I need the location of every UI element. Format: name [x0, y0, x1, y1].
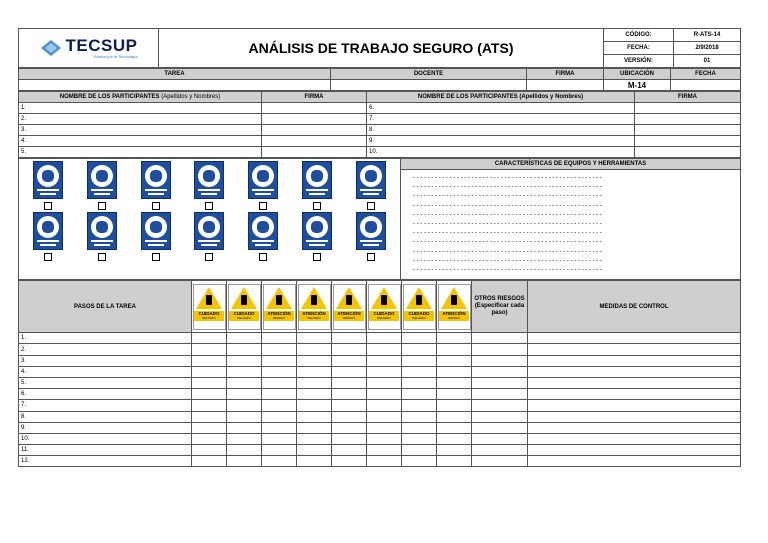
hazard-column-header: [227, 281, 262, 333]
hazard-check-cell[interactable]: [402, 389, 437, 400]
hazard-check-cell[interactable]: [332, 344, 367, 355]
medidas-cell[interactable]: [528, 366, 741, 377]
hazard-warning-icon: CUIDADO PELIGRO: [193, 284, 226, 330]
participant-row[interactable]: 5.: [19, 147, 262, 158]
firma-header: FIRMA: [527, 69, 604, 80]
step-cell[interactable]: 3.: [19, 355, 192, 366]
step-row: [19, 456, 741, 467]
hazard-check-cell[interactable]: [437, 389, 472, 400]
ppe-item: [21, 161, 75, 210]
otros-cell[interactable]: [472, 422, 528, 433]
hazard-check-cell[interactable]: [192, 400, 227, 411]
hard-hat-icon: [33, 161, 63, 199]
step-cell[interactable]: 6.: [19, 389, 192, 400]
hazard-check-cell[interactable]: [192, 433, 227, 444]
hazard-check-cell[interactable]: [227, 433, 262, 444]
ppe-checkbox[interactable]: [98, 253, 106, 261]
ppe-equipment-table: [18, 158, 741, 280]
hazard-check-cell[interactable]: [332, 377, 367, 388]
brand-tagline: Pasión por la Tecnología: [93, 54, 138, 59]
step-row: [19, 445, 741, 456]
ppe-item: [236, 212, 290, 261]
hazard-check-cell[interactable]: [297, 377, 332, 388]
step-row: [19, 389, 741, 400]
otros-cell[interactable]: [472, 344, 528, 355]
hand-wash-icon: [194, 212, 224, 250]
hazard-column-header: [437, 281, 472, 333]
ppe-item: [183, 161, 237, 210]
ppe-checkbox[interactable]: [367, 202, 375, 210]
hazard-check-cell[interactable]: [192, 333, 227, 344]
hazard-check-cell[interactable]: [297, 422, 332, 433]
ppe-checkbox[interactable]: [259, 253, 267, 261]
brand-name: TECSUP: [65, 36, 138, 55]
medidas-cell[interactable]: [528, 456, 741, 467]
hazard-check-cell[interactable]: [367, 411, 402, 422]
ppe-checkbox[interactable]: [205, 253, 213, 261]
otros-cell[interactable]: [472, 377, 528, 388]
tarea-header: TAREA: [19, 69, 331, 80]
hazard-check-cell[interactable]: [227, 411, 262, 422]
hazard-check-cell[interactable]: [297, 456, 332, 467]
participants-left-firma: FIRMA: [262, 92, 367, 103]
hazard-warning-icon: CUIDADO PELIGRO: [403, 284, 436, 330]
participants-right-firma: FIRMA: [635, 92, 741, 103]
medidas-cell[interactable]: [528, 344, 741, 355]
otros-cell[interactable]: [472, 433, 528, 444]
hazard-check-cell[interactable]: [332, 433, 367, 444]
steps-header: PASOS DE LA TAREA: [19, 281, 192, 333]
participant-sign[interactable]: [635, 125, 741, 136]
hazard-check-cell[interactable]: [227, 355, 262, 366]
hazard-check-cell[interactable]: [367, 377, 402, 388]
participant-sign[interactable]: [635, 136, 741, 147]
step-cell[interactable]: 12.: [19, 456, 192, 467]
hazard-check-cell[interactable]: [192, 445, 227, 456]
hazard-check-cell[interactable]: [297, 445, 332, 456]
hazard-check-cell[interactable]: [262, 377, 297, 388]
hazard-column-header: [192, 281, 227, 333]
hazard-check-cell[interactable]: [332, 355, 367, 366]
harness-icon: [33, 212, 63, 250]
ppe-item: [344, 212, 398, 261]
work-suit-icon: [87, 212, 117, 250]
page-title: ANÁLISIS DE TRABAJO SEGURO (ATS): [159, 29, 604, 68]
hazard-check-cell[interactable]: [367, 333, 402, 344]
otros-riesgos-header: OTROS RIESGOS (Especificar cada paso): [472, 281, 528, 333]
hazard-check-cell[interactable]: [192, 456, 227, 467]
hazard-check-cell[interactable]: [402, 456, 437, 467]
hazard-check-cell[interactable]: [367, 400, 402, 411]
participant-row[interactable]: 8.: [367, 125, 635, 136]
equipment-lines[interactable]: - - - - - - - - - - - - - - - - - - - - - - - - - - - - - - - - - - - - - - - - - - - - - - - - - - - - - - - - - - - - - - - - - - - - - - - - - - - - - - - - - - - - - - - - - - - - - - - - - - - - - - - - - - - - - - - - - - - - - - - - - - - - - - - - - - - - - - - - - - - - - - - - - - - - - - - - - - - - - - - - - - - - - - - - - - - - - - - - - - - - - - - - - - - - - - - - - - - - - - - - - - - - - - - - - - - - - - - - - - - - - - - - - - - - - - - - - - - - - - - - - - - - - - - - - - - - - - - - - - - - - - - - - - - - - - - - - - - - - - - - - - - - - - - - - - - - - - - - - - - - - - - - - - - - - - - - - - - - - - - - - - - - - - - - - - - - - - - - - - - - - - - - - - - - - - - - - - - - - - - - - - - - - - - - - - - - - - - - - - - - - - - - - - - - - - - - - - - - - - - - - - - - - - - - - - - - - - - - - - - - - - - - - - - - - - - - - - - - - - - - - - - - - - - - - - - - - - - - - - - - - - - - - - - - - - - - - - - - - - - - - - - - - - - - - - - - - - - - - - - - - - - - - - - - - - - - - - - - - - - - - - - - - - - - - - - - - - - - - - - - - - - - - - - - - - - - - - - - - - - - - - - - - - - - - - - -: [401, 170, 741, 280]
face-mask-icon: [302, 161, 332, 199]
meta-label-date: FECHA:: [604, 42, 674, 55]
ppe-checkbox[interactable]: [152, 253, 160, 261]
helmet-visor-icon: [248, 212, 278, 250]
hazard-column-header: [262, 281, 297, 333]
hazard-check-cell[interactable]: [332, 456, 367, 467]
ppe-item: [290, 161, 344, 210]
hazard-warning-icon: ATENCIÓN PELIGRO: [298, 284, 331, 330]
hazard-check-cell[interactable]: [227, 333, 262, 344]
hazard-check-cell[interactable]: [192, 344, 227, 355]
hazard-check-cell[interactable]: [227, 445, 262, 456]
participants-left-header: NOMBRE DE LOS PARTICIPANTES (Apellidos y Nombres): [19, 92, 262, 103]
hazard-column-header: [297, 281, 332, 333]
hazard-check-cell[interactable]: [262, 411, 297, 422]
hazard-check-cell[interactable]: [297, 433, 332, 444]
hazard-column-header: [367, 281, 402, 333]
hazard-check-cell[interactable]: [297, 355, 332, 366]
hazard-check-cell[interactable]: [437, 422, 472, 433]
ppe-checkbox[interactable]: [313, 253, 321, 261]
hazard-check-cell[interactable]: [437, 366, 472, 377]
hazard-check-cell[interactable]: [262, 344, 297, 355]
participant-sign[interactable]: [635, 114, 741, 125]
ppe-item: [183, 212, 237, 261]
hazard-column-header: [402, 281, 437, 333]
gloves-icon: [248, 161, 278, 199]
step-row: [19, 422, 741, 433]
meta-label-code: CÓDIGO:: [604, 29, 674, 42]
otros-cell[interactable]: [472, 366, 528, 377]
meta-value-code: R-ATS-14: [674, 29, 741, 42]
meta-label-version: VERSIÓN:: [604, 55, 674, 68]
ppe-item: [129, 161, 183, 210]
medidas-header: MEDIDAS DE CONTROL: [528, 281, 741, 333]
hazard-check-cell[interactable]: [402, 333, 437, 344]
participant-sign[interactable]: [635, 103, 741, 114]
hazard-check-cell[interactable]: [437, 400, 472, 411]
participant-sign[interactable]: [262, 147, 367, 158]
otros-cell[interactable]: [472, 355, 528, 366]
docente-field[interactable]: [331, 80, 527, 91]
participant-row[interactable]: 1.: [19, 103, 262, 114]
hazard-check-cell[interactable]: [402, 445, 437, 456]
apron-icon: [302, 212, 332, 250]
hazard-check-cell[interactable]: [437, 355, 472, 366]
participant-row[interactable]: 9.: [367, 136, 635, 147]
participant-row[interactable]: 10.: [367, 147, 635, 158]
participant-sign[interactable]: [635, 147, 741, 158]
ubicacion-header: UBICACIÓN: [604, 69, 671, 80]
hazard-check-cell[interactable]: [332, 389, 367, 400]
step-cell[interactable]: 10.: [19, 433, 192, 444]
ubicacion-field[interactable]: M-14: [604, 80, 671, 91]
ppe-checkbox[interactable]: [152, 202, 160, 210]
docente-header: DOCENTE: [331, 69, 527, 80]
safety-boots-icon: [141, 161, 171, 199]
ppe-checkbox[interactable]: [44, 202, 52, 210]
ppe-checkbox[interactable]: [259, 202, 267, 210]
ppe-item: [75, 212, 129, 261]
hazard-check-cell[interactable]: [402, 377, 437, 388]
ats-form: [18, 28, 740, 467]
hazard-check-cell[interactable]: [262, 400, 297, 411]
form-header: [18, 28, 741, 68]
hazard-check-cell[interactable]: [227, 377, 262, 388]
hazard-check-cell[interactable]: [402, 422, 437, 433]
step-row: [19, 433, 741, 444]
hazard-check-cell[interactable]: [402, 366, 437, 377]
otros-cell[interactable]: [472, 400, 528, 411]
ppe-checkbox[interactable]: [98, 202, 106, 210]
hazard-check-cell[interactable]: [227, 400, 262, 411]
logo: [19, 29, 159, 68]
fecha-header: FECHA: [671, 69, 741, 80]
hazard-check-cell[interactable]: [367, 355, 402, 366]
participant-sign[interactable]: [262, 114, 367, 125]
participant-sign[interactable]: [262, 103, 367, 114]
participants-right-header: NOMBRE DE LOS PARTICIPANTES (Apellidos y Nombres): [367, 92, 635, 103]
ear-protection-icon: [194, 161, 224, 199]
ppe-item: [290, 212, 344, 261]
hazard-check-cell[interactable]: [402, 344, 437, 355]
otros-cell[interactable]: [472, 411, 528, 422]
ppe-item: [344, 161, 398, 210]
hazard-check-cell[interactable]: [192, 355, 227, 366]
ppe-item: [21, 212, 75, 261]
hazard-check-cell[interactable]: [402, 400, 437, 411]
medidas-cell[interactable]: [528, 433, 741, 444]
step-cell[interactable]: 9.: [19, 422, 192, 433]
step-row: [19, 377, 741, 388]
step-cell[interactable]: 8.: [19, 411, 192, 422]
ppe-item: [129, 212, 183, 261]
participant-row[interactable]: 4.: [19, 136, 262, 147]
hazard-check-cell[interactable]: [332, 445, 367, 456]
step-cell[interactable]: 2.: [19, 344, 192, 355]
hazard-check-cell[interactable]: [332, 366, 367, 377]
participant-row[interactable]: 3.: [19, 125, 262, 136]
otros-cell[interactable]: [472, 445, 528, 456]
hazard-check-cell[interactable]: [262, 366, 297, 377]
steps-table: [18, 280, 741, 467]
hazard-check-cell[interactable]: [437, 333, 472, 344]
hazard-check-cell[interactable]: [192, 422, 227, 433]
hazard-check-cell[interactable]: [402, 411, 437, 422]
meta-value-date: 2/9/2018: [674, 42, 741, 55]
hazard-warning-icon: CUIDADO PELIGRO: [368, 284, 401, 330]
step-row: [19, 333, 741, 344]
hazard-check-cell[interactable]: [402, 355, 437, 366]
hazard-check-cell[interactable]: [437, 445, 472, 456]
hazard-check-cell[interactable]: [297, 400, 332, 411]
hazard-check-cell[interactable]: [437, 433, 472, 444]
hazard-check-cell[interactable]: [332, 400, 367, 411]
hazard-check-cell[interactable]: [227, 456, 262, 467]
hazard-check-cell[interactable]: [402, 433, 437, 444]
hazard-check-cell[interactable]: [227, 366, 262, 377]
participants-table: [18, 91, 741, 158]
hazard-check-cell[interactable]: [332, 411, 367, 422]
hazard-check-cell[interactable]: [227, 422, 262, 433]
hazard-check-cell[interactable]: [367, 456, 402, 467]
tarea-field[interactable]: [19, 80, 331, 91]
hazard-check-cell[interactable]: [227, 389, 262, 400]
hazard-check-cell[interactable]: [367, 344, 402, 355]
hazard-warning-icon: ATENCIÓN RIESGO: [263, 284, 296, 330]
ppe-icon-panel: [19, 159, 401, 280]
hazard-check-cell[interactable]: [262, 389, 297, 400]
hazard-check-cell[interactable]: [437, 411, 472, 422]
tecsup-logo-icon: [40, 39, 62, 57]
participant-sign[interactable]: [262, 125, 367, 136]
ppe-checkbox[interactable]: [367, 253, 375, 261]
hazard-check-cell[interactable]: [192, 377, 227, 388]
otros-cell[interactable]: [472, 456, 528, 467]
hazard-check-cell[interactable]: [262, 456, 297, 467]
otros-cell[interactable]: [472, 333, 528, 344]
medidas-cell[interactable]: [528, 445, 741, 456]
hazard-warning-icon: CUIDADO PELIGRO: [228, 284, 261, 330]
ppe-item: [236, 161, 290, 210]
hazard-check-cell[interactable]: [297, 366, 332, 377]
hazard-check-cell[interactable]: [192, 389, 227, 400]
hazard-check-cell[interactable]: [262, 355, 297, 366]
hazard-check-cell[interactable]: [297, 411, 332, 422]
participant-row[interactable]: 7.: [367, 114, 635, 125]
hazard-check-cell[interactable]: [297, 344, 332, 355]
ppe-checkbox[interactable]: [205, 202, 213, 210]
medidas-cell[interactable]: [528, 411, 741, 422]
step-cell[interactable]: 1.: [19, 333, 192, 344]
hazard-check-cell[interactable]: [367, 433, 402, 444]
hazard-column-header: [332, 281, 367, 333]
step-row: [19, 355, 741, 366]
hazard-check-cell[interactable]: [262, 422, 297, 433]
hazard-warning-icon: ATENCIÓN RIESGO: [438, 284, 471, 330]
otros-cell[interactable]: [472, 389, 528, 400]
step-row: [19, 400, 741, 411]
hazard-check-cell[interactable]: [367, 389, 402, 400]
step-cell[interactable]: 4.: [19, 366, 192, 377]
medidas-cell[interactable]: [528, 377, 741, 388]
participant-sign[interactable]: [262, 136, 367, 147]
fecha-field[interactable]: [671, 80, 741, 91]
hazard-check-cell[interactable]: [262, 433, 297, 444]
hazard-check-cell[interactable]: [437, 377, 472, 388]
hazard-warning-icon: ATENCIÓN RIESGO: [333, 284, 366, 330]
step-row: [19, 411, 741, 422]
ppe-item: [75, 161, 129, 210]
medidas-cell[interactable]: [528, 333, 741, 344]
face-shield-icon: [356, 161, 386, 199]
welding-mask-icon: [356, 212, 386, 250]
hazard-check-cell[interactable]: [262, 333, 297, 344]
hazard-check-cell[interactable]: [437, 456, 472, 467]
step-cell[interactable]: 5.: [19, 377, 192, 388]
participant-row[interactable]: 6.: [367, 103, 635, 114]
hazard-check-cell[interactable]: [437, 344, 472, 355]
hazard-check-cell[interactable]: [227, 344, 262, 355]
hazard-check-cell[interactable]: [297, 333, 332, 344]
hazard-check-cell[interactable]: [367, 366, 402, 377]
medidas-cell[interactable]: [528, 400, 741, 411]
medidas-cell[interactable]: [528, 355, 741, 366]
step-row: [19, 344, 741, 355]
hazard-check-cell[interactable]: [192, 366, 227, 377]
medidas-cell[interactable]: [528, 389, 741, 400]
step-cell[interactable]: 11.: [19, 445, 192, 456]
firma-field[interactable]: [527, 80, 604, 91]
ppe-checkbox[interactable]: [313, 202, 321, 210]
insulated-gloves-icon: [141, 212, 171, 250]
hazard-check-cell[interactable]: [367, 445, 402, 456]
step-cell[interactable]: 7.: [19, 400, 192, 411]
hazard-check-cell[interactable]: [262, 445, 297, 456]
hazard-check-cell[interactable]: [332, 422, 367, 433]
step-row: [19, 366, 741, 377]
hazard-check-cell[interactable]: [297, 389, 332, 400]
ppe-checkbox[interactable]: [44, 253, 52, 261]
medidas-cell[interactable]: [528, 422, 741, 433]
safety-goggles-icon: [87, 161, 117, 199]
hazard-check-cell[interactable]: [367, 422, 402, 433]
hazard-check-cell[interactable]: [332, 333, 367, 344]
hazard-check-cell[interactable]: [192, 411, 227, 422]
participant-row[interactable]: 2.: [19, 114, 262, 125]
meta-value-version: 01: [674, 55, 741, 68]
task-table: [18, 68, 741, 91]
equipment-header: CARACTERÍSTICAS DE EQUIPOS Y HERRAMIENTAS: [401, 159, 741, 170]
